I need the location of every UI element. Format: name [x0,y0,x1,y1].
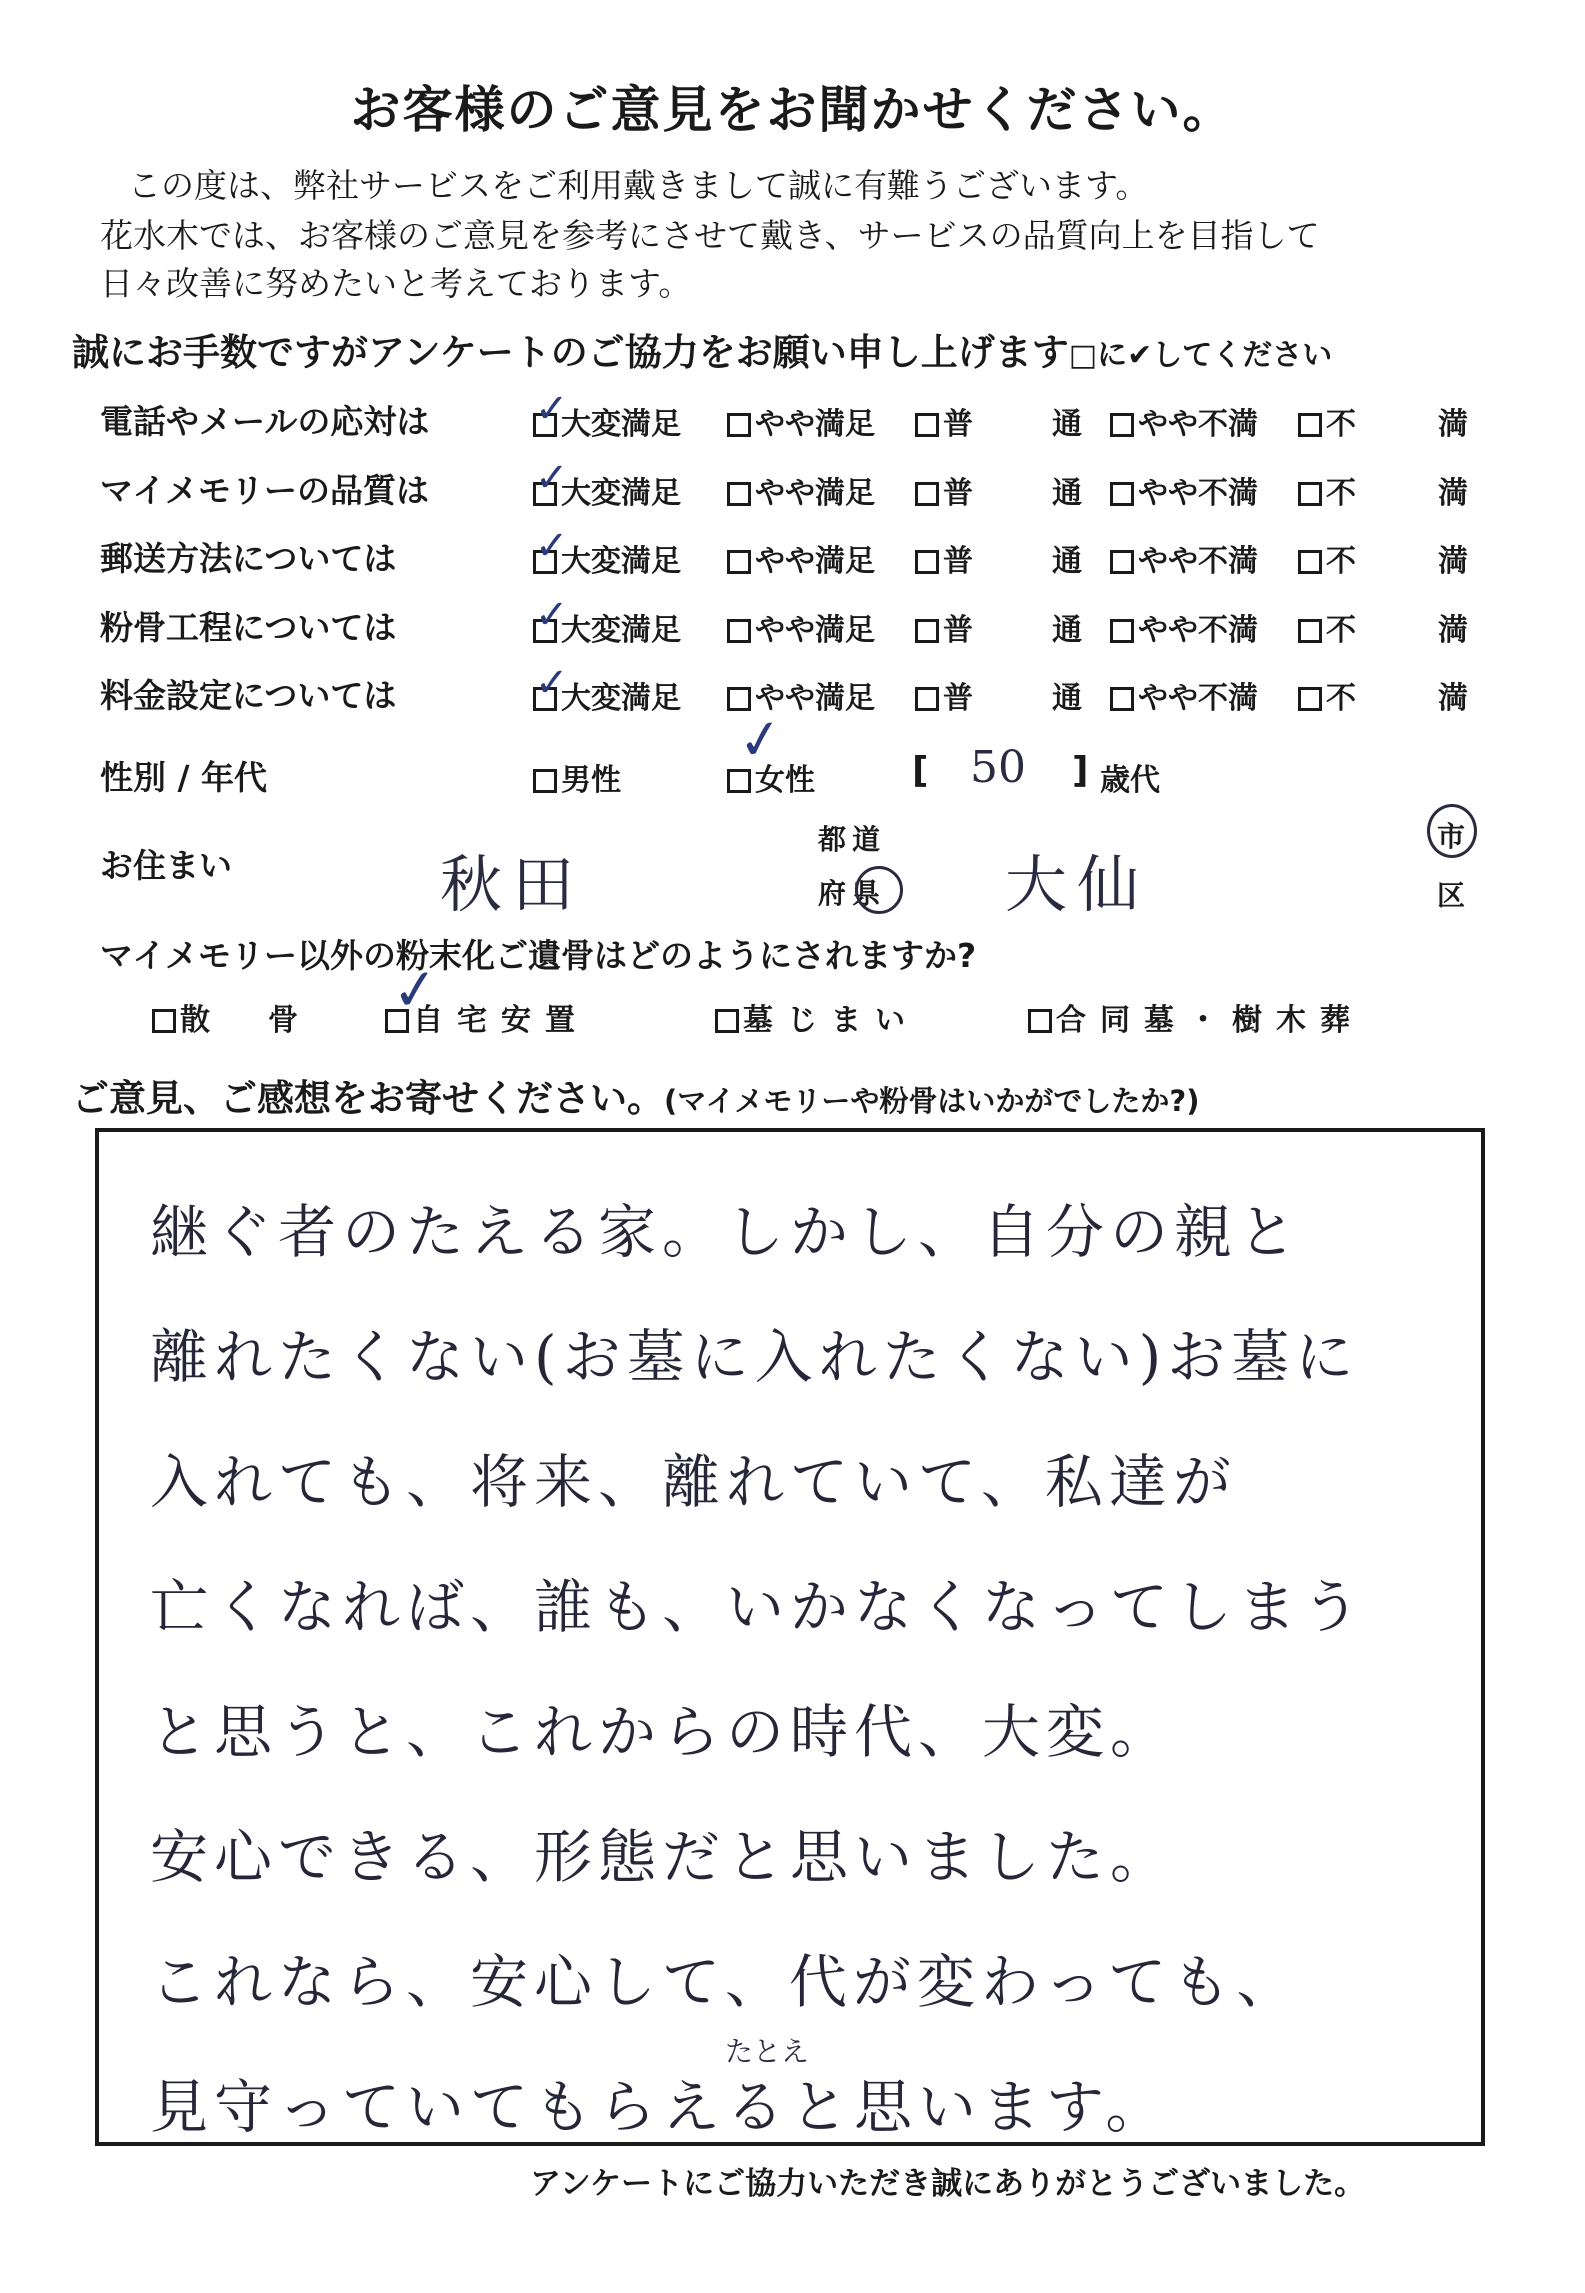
female-check-mark-icon: ✓ [733,705,788,774]
rating-option[interactable] [915,605,973,649]
closure-label: 墓じまい [743,1003,919,1038]
rating-option-label: やや満足 [755,613,875,648]
rating-option [1438,536,1468,580]
rating-option[interactable] [1298,536,1356,580]
rating-option-label: 通 [1052,681,1082,716]
prefecture-circle-mark [855,866,903,914]
rating-checkbox[interactable] [915,619,939,643]
prefecture-suffix-bottom: 府県 [818,877,887,910]
remains-option-scatter[interactable] [152,995,312,1039]
rating-option [1438,399,1468,443]
rating-option[interactable] [1298,605,1356,649]
survey-prompt [72,322,1332,376]
rating-option-label: 不 [1326,613,1356,648]
rating-option[interactable] [727,468,875,512]
home-label: 自宅安置 [413,1003,589,1038]
rating-checkbox[interactable] [1298,619,1322,643]
rating-option[interactable] [915,673,973,717]
rating-option-label: やや不満 [1138,613,1258,648]
rating-question-label: マイメモリーの品質は [100,471,430,510]
rating-checkbox[interactable] [727,687,751,711]
comment-line: 継ぐ者のたえる家。しかし、自分の親と [150,1198,1303,1266]
rating-option[interactable] [915,536,973,580]
scatter-label: 散 骨 [180,1003,312,1038]
rating-option-label: 不 [1326,476,1356,511]
rating-question-label: 料金設定については [100,676,397,715]
rating-check-mark-icon: ✓ [535,592,569,638]
rating-checkbox[interactable] [1298,687,1322,711]
other-remains-question: マイメモリー以外の粉末化ご遺骨はどのようにされますか? [100,936,977,975]
age-bracket-close: ] [1072,750,1089,791]
rating-option-label: 満 [1438,544,1468,579]
rating-checkbox[interactable] [915,687,939,711]
rating-option [1438,605,1468,649]
rating-option [1438,468,1468,512]
comment-line: 入れても、将来、離れていて、私達が [150,1448,1237,1516]
comment-line: 見守っていてもらえると思います。 [150,2073,1170,2141]
rating-option-label: やや満足 [755,476,875,511]
rating-option[interactable] [1298,673,1356,717]
male-label: 男性 [561,763,621,798]
rating-option [1438,673,1468,717]
rating-checkbox[interactable] [1110,550,1134,574]
rating-option-label: 不 [1326,407,1356,442]
rating-option-label: やや不満 [1138,681,1258,716]
rating-option-label: 満 [1438,407,1468,442]
rating-option-label: 大変満足 [561,613,681,648]
age-bracket-open: [ [912,750,929,791]
rating-option-label: やや満足 [755,544,875,579]
rating-option-label: 通 [1052,544,1082,579]
address-label: お住まい [100,846,232,885]
rating-checkbox[interactable] [915,413,939,437]
closure-checkbox[interactable] [715,1009,739,1033]
home-check-mark-icon: ✓ [388,955,443,1026]
rating-question-label: 電話やメールの応対は [100,402,430,441]
city-value[interactable]: 大仙 [1005,848,1150,921]
rating-option [1052,399,1082,443]
rating-option[interactable] [1110,673,1258,717]
rating-option-label: 通 [1052,407,1082,442]
male-checkbox[interactable] [533,769,557,793]
rating-option-label: やや不満 [1138,544,1258,579]
comment-prompt-text: ご意見、ご感想をお寄せください。 [72,1077,664,1120]
intro-line-1: この度は、弊社サービスをご利用戴きまして誠に有難うございます。 [128,166,1149,205]
rating-checkbox[interactable] [915,550,939,574]
survey-prompt-text: 誠にお手数ですがアンケートのご協力をお願い申し上げます [72,331,1069,374]
comment-line: 亡くなれば、誰も、いかなくなってしまう [150,1573,1367,1641]
rating-checkbox[interactable] [727,619,751,643]
rating-option[interactable] [727,399,875,443]
gender-age-label: 性別 / 年代 [100,758,268,797]
footer-thanks: アンケートにご協力いただき誠にありがとうございました。 [530,2166,1366,2202]
rating-checkbox[interactable] [915,482,939,506]
rating-option-label: 満 [1438,681,1468,716]
remains-option-joint-grave[interactable] [1028,995,1364,1039]
comment-prompt-sub: (マイメモリーや粉骨はいかがでしたか?) [664,1084,1200,1118]
rating-option[interactable] [1110,468,1258,512]
gender-male-option[interactable] [533,755,621,799]
rating-option-label: やや満足 [755,407,875,442]
rating-option [1052,605,1082,649]
rating-check-mark-icon: ✓ [535,660,569,706]
female-label: 女性 [755,763,815,798]
rating-check-mark-icon: ✓ [535,523,569,569]
rating-checkbox[interactable] [1110,482,1134,506]
rating-option[interactable] [1110,399,1258,443]
check-instruction: □に✔してください [1068,338,1333,373]
city-suffix-top: 市 [1437,820,1466,853]
rating-option-label: 普 [943,681,973,716]
rating-checkbox[interactable] [1110,413,1134,437]
rating-option[interactable] [915,399,973,443]
rating-option-label: 大変満足 [561,407,681,442]
comment-line: と思うと、これからの時代、大変。 [150,1698,1175,1766]
rating-option[interactable] [1110,536,1258,580]
intro-line-2: 花水木では、お客様のご意見を参考にさせて戴き、サービスの品質向上を目指して [100,216,1320,255]
rating-checkbox[interactable] [1110,619,1134,643]
rating-option [1052,673,1082,717]
intro-line-3: 日々改善に努めたいと考えております。 [100,264,692,303]
rating-option-label: 通 [1052,613,1082,648]
rating-option-label: 大変満足 [561,476,681,511]
rating-option-label: 普 [943,476,973,511]
scatter-checkbox[interactable] [152,1009,176,1033]
city-suffix-bottom: 区 [1437,879,1466,912]
comment-annotation: たとえ [725,2035,810,2068]
rating-option-label: やや満足 [755,681,875,716]
rating-option-label: 普 [943,407,973,442]
rating-option[interactable] [727,536,875,580]
joint-grave-checkbox[interactable] [1028,1009,1052,1033]
age-suffix: 歳代 [1100,763,1160,798]
rating-checkbox[interactable] [1298,550,1322,574]
rating-option-label: 通 [1052,476,1082,511]
rating-option-label: 普 [943,544,973,579]
city-circle-mark [1427,804,1477,858]
joint-grave-label: 合同墓・樹木葬 [1056,1003,1364,1038]
rating-option-label: 大変満足 [561,544,681,579]
rating-option[interactable] [1110,605,1258,649]
rating-checkbox[interactable] [1298,482,1322,506]
comment-line: 離れたくない(お墓に入れたくない)お墓に [150,1323,1360,1391]
rating-option[interactable] [1298,399,1356,443]
rating-check-mark-icon: ✓ [535,386,569,432]
rating-checkbox[interactable] [727,550,751,574]
rating-option[interactable] [727,605,875,649]
comment-line: 安心できる、形態だと思いました。 [150,1823,1175,1891]
rating-option-label: 満 [1438,613,1468,648]
comment-line: これなら、安心して、代が変わっても、 [150,1948,1301,2016]
prefecture-value[interactable]: 秋田 [440,848,585,921]
rating-option-label: やや不満 [1138,407,1258,442]
rating-checkbox[interactable] [727,482,751,506]
rating-check-mark-icon: ✓ [535,455,569,501]
rating-question-label: 粉骨工程については [100,608,397,647]
rating-option-label: 満 [1438,476,1468,511]
page-title: お客様のご意見をお聞かせください。 [350,81,1235,139]
rating-checkbox[interactable] [1110,687,1134,711]
rating-option[interactable] [915,468,973,512]
prefecture-suffix-top: 都道 [818,823,887,856]
rating-checkbox[interactable] [727,413,751,437]
rating-option[interactable] [1298,468,1356,512]
rating-option [1052,536,1082,580]
rating-checkbox[interactable] [1298,413,1322,437]
age-value[interactable]: 50 [970,742,1026,793]
comment-prompt [72,1068,1199,1122]
rating-option-label: 不 [1326,681,1356,716]
rating-option-label: 不 [1326,544,1356,579]
rating-option-label: やや不満 [1138,476,1258,511]
rating-question-label: 郵送方法については [100,539,397,578]
remains-option-closure[interactable] [715,995,919,1039]
rating-option-label: 大変満足 [561,681,681,716]
rating-option-label: 普 [943,613,973,648]
rating-option [1052,468,1082,512]
